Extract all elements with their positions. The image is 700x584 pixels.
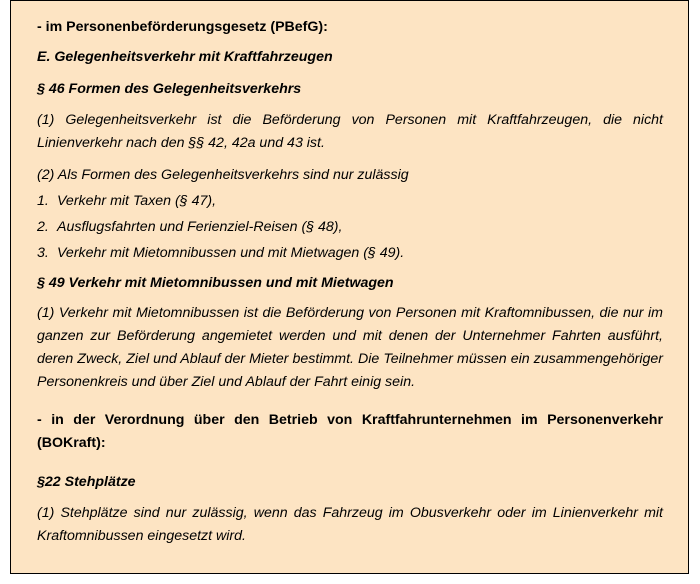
list-item-text: Verkehr mit Taxen (§ 47), [57,192,217,209]
list-item [37,190,663,212]
par22-heading: §22 Stehplätze [37,473,136,490]
list-item-number: 3. [37,244,49,261]
pbefg-intro: - im Personenbeförderungsgesetz (PBefG): [37,19,328,35]
list-item-text: Ausflugsfahrten und Ferienziel-Reisen (§ 48), [57,218,343,235]
par49-heading: § 49 Verkehr mit Mietomnibussen und mit Mietwagen [37,274,394,291]
par49-abs1: (1) Verkehr mit Mietomnibussen ist die Beförderung von Personen mit Kraftomnibussen, die nur im ganzen zur Beförderung angemietet werden und mit denen der Unternehmer Fahrten ausführt, deren Zweck, Ziel und Ablauf der Mieter bestimmt. Die Teilnehmer müssen ein zusammengehöriger Personenkreis und über Ziel und Ablauf der Fahrt einig sein. [37,304,663,391]
list-item-text: Verkehr mit Mietomnibussen und mit Mietwagen (§ 49). [57,244,405,261]
document-box [10,0,689,574]
par46-heading: § 46 Formen des Gelegenheitsverkehrs [37,81,302,97]
list-item-number: 2. [37,218,49,235]
par46-abs1: (1) Gelegenheitsverkehr ist die Beförderung von Personen mit Kraftfahrzeugen, die nicht Linienverkehr nach den §§ 42, 42a und 43 ist. [37,112,663,152]
bokraft-intro: - in der Verordnung über den Betrieb von Kraftfahrunternehmen im Personenverkehr (BOKraft): [37,411,663,451]
section-e-heading: E. Gelegenheitsverkehr mit Kraftfahrzeugen [37,49,333,65]
list-item-number: 1. [37,192,49,209]
par22-abs1: (1) Stehplätze sind nur zulässig, wenn das Fahrzeug im Obusverkehr oder im Linienverkehr mit Kraftomnibussen eingesetzt wird. [37,504,663,545]
par46-abs2: (2) Als Formen des Gelegenheitsverkehrs sind nur zulässig [37,166,409,183]
list-item [37,216,663,238]
list-item [37,242,663,264]
